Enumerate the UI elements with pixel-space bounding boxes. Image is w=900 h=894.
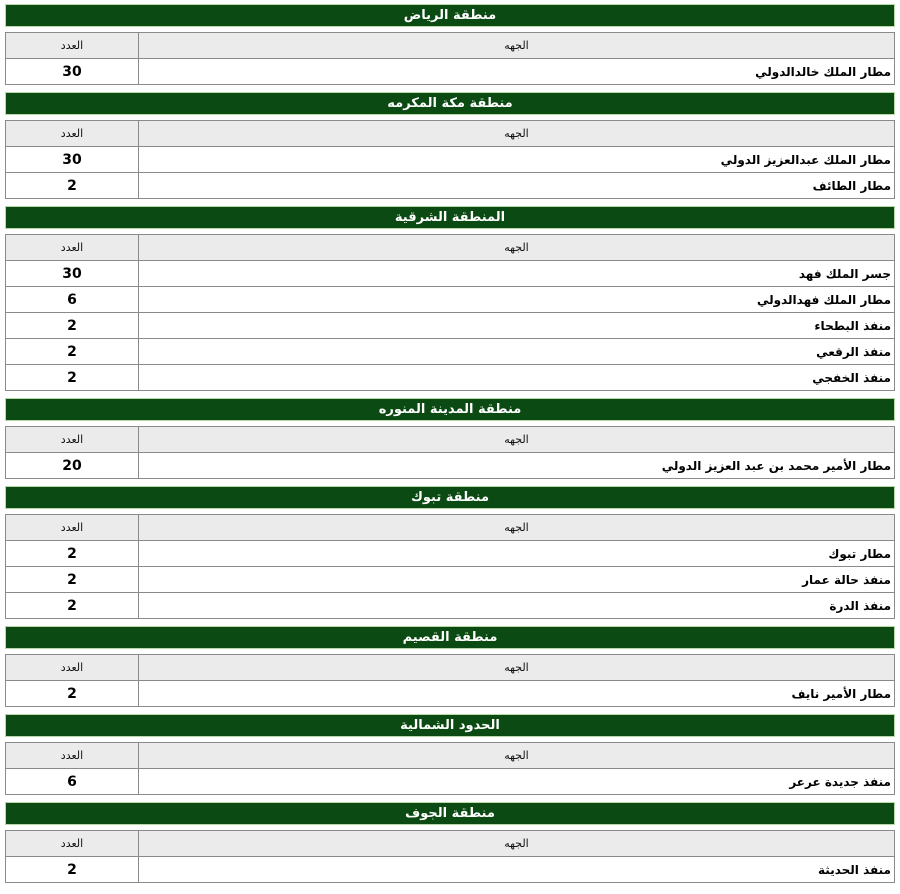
- table-header-row: [6, 427, 895, 453]
- column-header-count: العدد: [6, 427, 139, 453]
- table-row: [6, 593, 895, 619]
- column-header-count: العدد: [6, 743, 139, 769]
- region-block: [5, 4, 895, 85]
- count-cell: 20: [6, 453, 139, 479]
- region-table: [5, 120, 895, 199]
- region-table: [5, 234, 895, 391]
- table-row: [6, 541, 895, 567]
- count-cell: 2: [6, 681, 139, 707]
- table-header-row: [6, 655, 895, 681]
- table-row: [6, 147, 895, 173]
- column-header-name: الجهه: [139, 235, 895, 261]
- column-header-count: العدد: [6, 515, 139, 541]
- region-block: [5, 626, 895, 707]
- count-cell: 2: [6, 541, 139, 567]
- region-block: [5, 206, 895, 391]
- entity-name-cell: مطار الملك فهدالدولي: [139, 287, 895, 313]
- region-table: [5, 654, 895, 707]
- entity-name-cell: مطار الطائف: [139, 173, 895, 199]
- count-cell: 2: [6, 857, 139, 883]
- count-cell: 2: [6, 313, 139, 339]
- column-header-count: العدد: [6, 235, 139, 261]
- region-table: [5, 830, 895, 883]
- column-header-count: العدد: [6, 655, 139, 681]
- table-row: [6, 339, 895, 365]
- region-title: منطقة المدينة المنوره: [5, 398, 895, 421]
- column-header-name: الجهه: [139, 655, 895, 681]
- table-row: [6, 857, 895, 883]
- column-header-name: الجهه: [139, 121, 895, 147]
- region-title: المنطقة الشرقية: [5, 206, 895, 229]
- table-row: [6, 567, 895, 593]
- table-row: [6, 313, 895, 339]
- table-row: [6, 261, 895, 287]
- table-header-row: [6, 235, 895, 261]
- entity-name-cell: منفذ البطحاء: [139, 313, 895, 339]
- count-cell: 2: [6, 567, 139, 593]
- region-table: [5, 742, 895, 795]
- region-title: منطقة القصيم: [5, 626, 895, 649]
- count-cell: 30: [6, 59, 139, 85]
- column-header-count: العدد: [6, 33, 139, 59]
- count-cell: 2: [6, 365, 139, 391]
- column-header-name: الجهه: [139, 831, 895, 857]
- table-header-row: [6, 33, 895, 59]
- table-header-row: [6, 743, 895, 769]
- table-row: [6, 59, 895, 85]
- entity-name-cell: جسر الملك فهد: [139, 261, 895, 287]
- table-row: [6, 173, 895, 199]
- region-block: [5, 714, 895, 795]
- region-table: [5, 514, 895, 619]
- region-table: [5, 426, 895, 479]
- count-cell: 2: [6, 339, 139, 365]
- region-title: الحدود الشمالية: [5, 714, 895, 737]
- table-row: [6, 287, 895, 313]
- column-header-count: العدد: [6, 831, 139, 857]
- entity-name-cell: مطار الأمير محمد بن عبد العزيز الدولي: [139, 453, 895, 479]
- count-cell: 2: [6, 173, 139, 199]
- count-cell: 30: [6, 261, 139, 287]
- entity-name-cell: مطار تبوك: [139, 541, 895, 567]
- entity-name-cell: منفذ جديدة عرعر: [139, 769, 895, 795]
- count-cell: 6: [6, 769, 139, 795]
- region-title: منطقة الجوف: [5, 802, 895, 825]
- region-block: [5, 92, 895, 199]
- count-cell: 2: [6, 593, 139, 619]
- region-title: منطقة تبوك: [5, 486, 895, 509]
- region-block: [5, 486, 895, 619]
- table-header-row: [6, 121, 895, 147]
- table-header-row: [6, 515, 895, 541]
- table-row: [6, 453, 895, 479]
- column-header-count: العدد: [6, 121, 139, 147]
- column-header-name: الجهه: [139, 515, 895, 541]
- region-title: منطقة مكة المكرمه: [5, 92, 895, 115]
- column-header-name: الجهه: [139, 33, 895, 59]
- region-block: [5, 802, 895, 883]
- table-header-row: [6, 831, 895, 857]
- region-table: [5, 32, 895, 85]
- entity-name-cell: منفذ حالة عمار: [139, 567, 895, 593]
- entity-name-cell: منفذ الرقعي: [139, 339, 895, 365]
- table-row: [6, 365, 895, 391]
- count-cell: 30: [6, 147, 139, 173]
- table-row: [6, 681, 895, 707]
- column-header-name: الجهه: [139, 427, 895, 453]
- table-row: [6, 769, 895, 795]
- region-block: [5, 398, 895, 479]
- entity-name-cell: مطار الأمير نايف: [139, 681, 895, 707]
- entity-name-cell: منفذ الخفجي: [139, 365, 895, 391]
- entity-name-cell: مطار الملك عبدالعزيز الدولي: [139, 147, 895, 173]
- entity-name-cell: منفذ الحديثة: [139, 857, 895, 883]
- entity-name-cell: مطار الملك خالدالدولي: [139, 59, 895, 85]
- column-header-name: الجهه: [139, 743, 895, 769]
- count-cell: 6: [6, 287, 139, 313]
- entity-name-cell: منفذ الدرة: [139, 593, 895, 619]
- region-title: منطقة الرياض: [5, 4, 895, 27]
